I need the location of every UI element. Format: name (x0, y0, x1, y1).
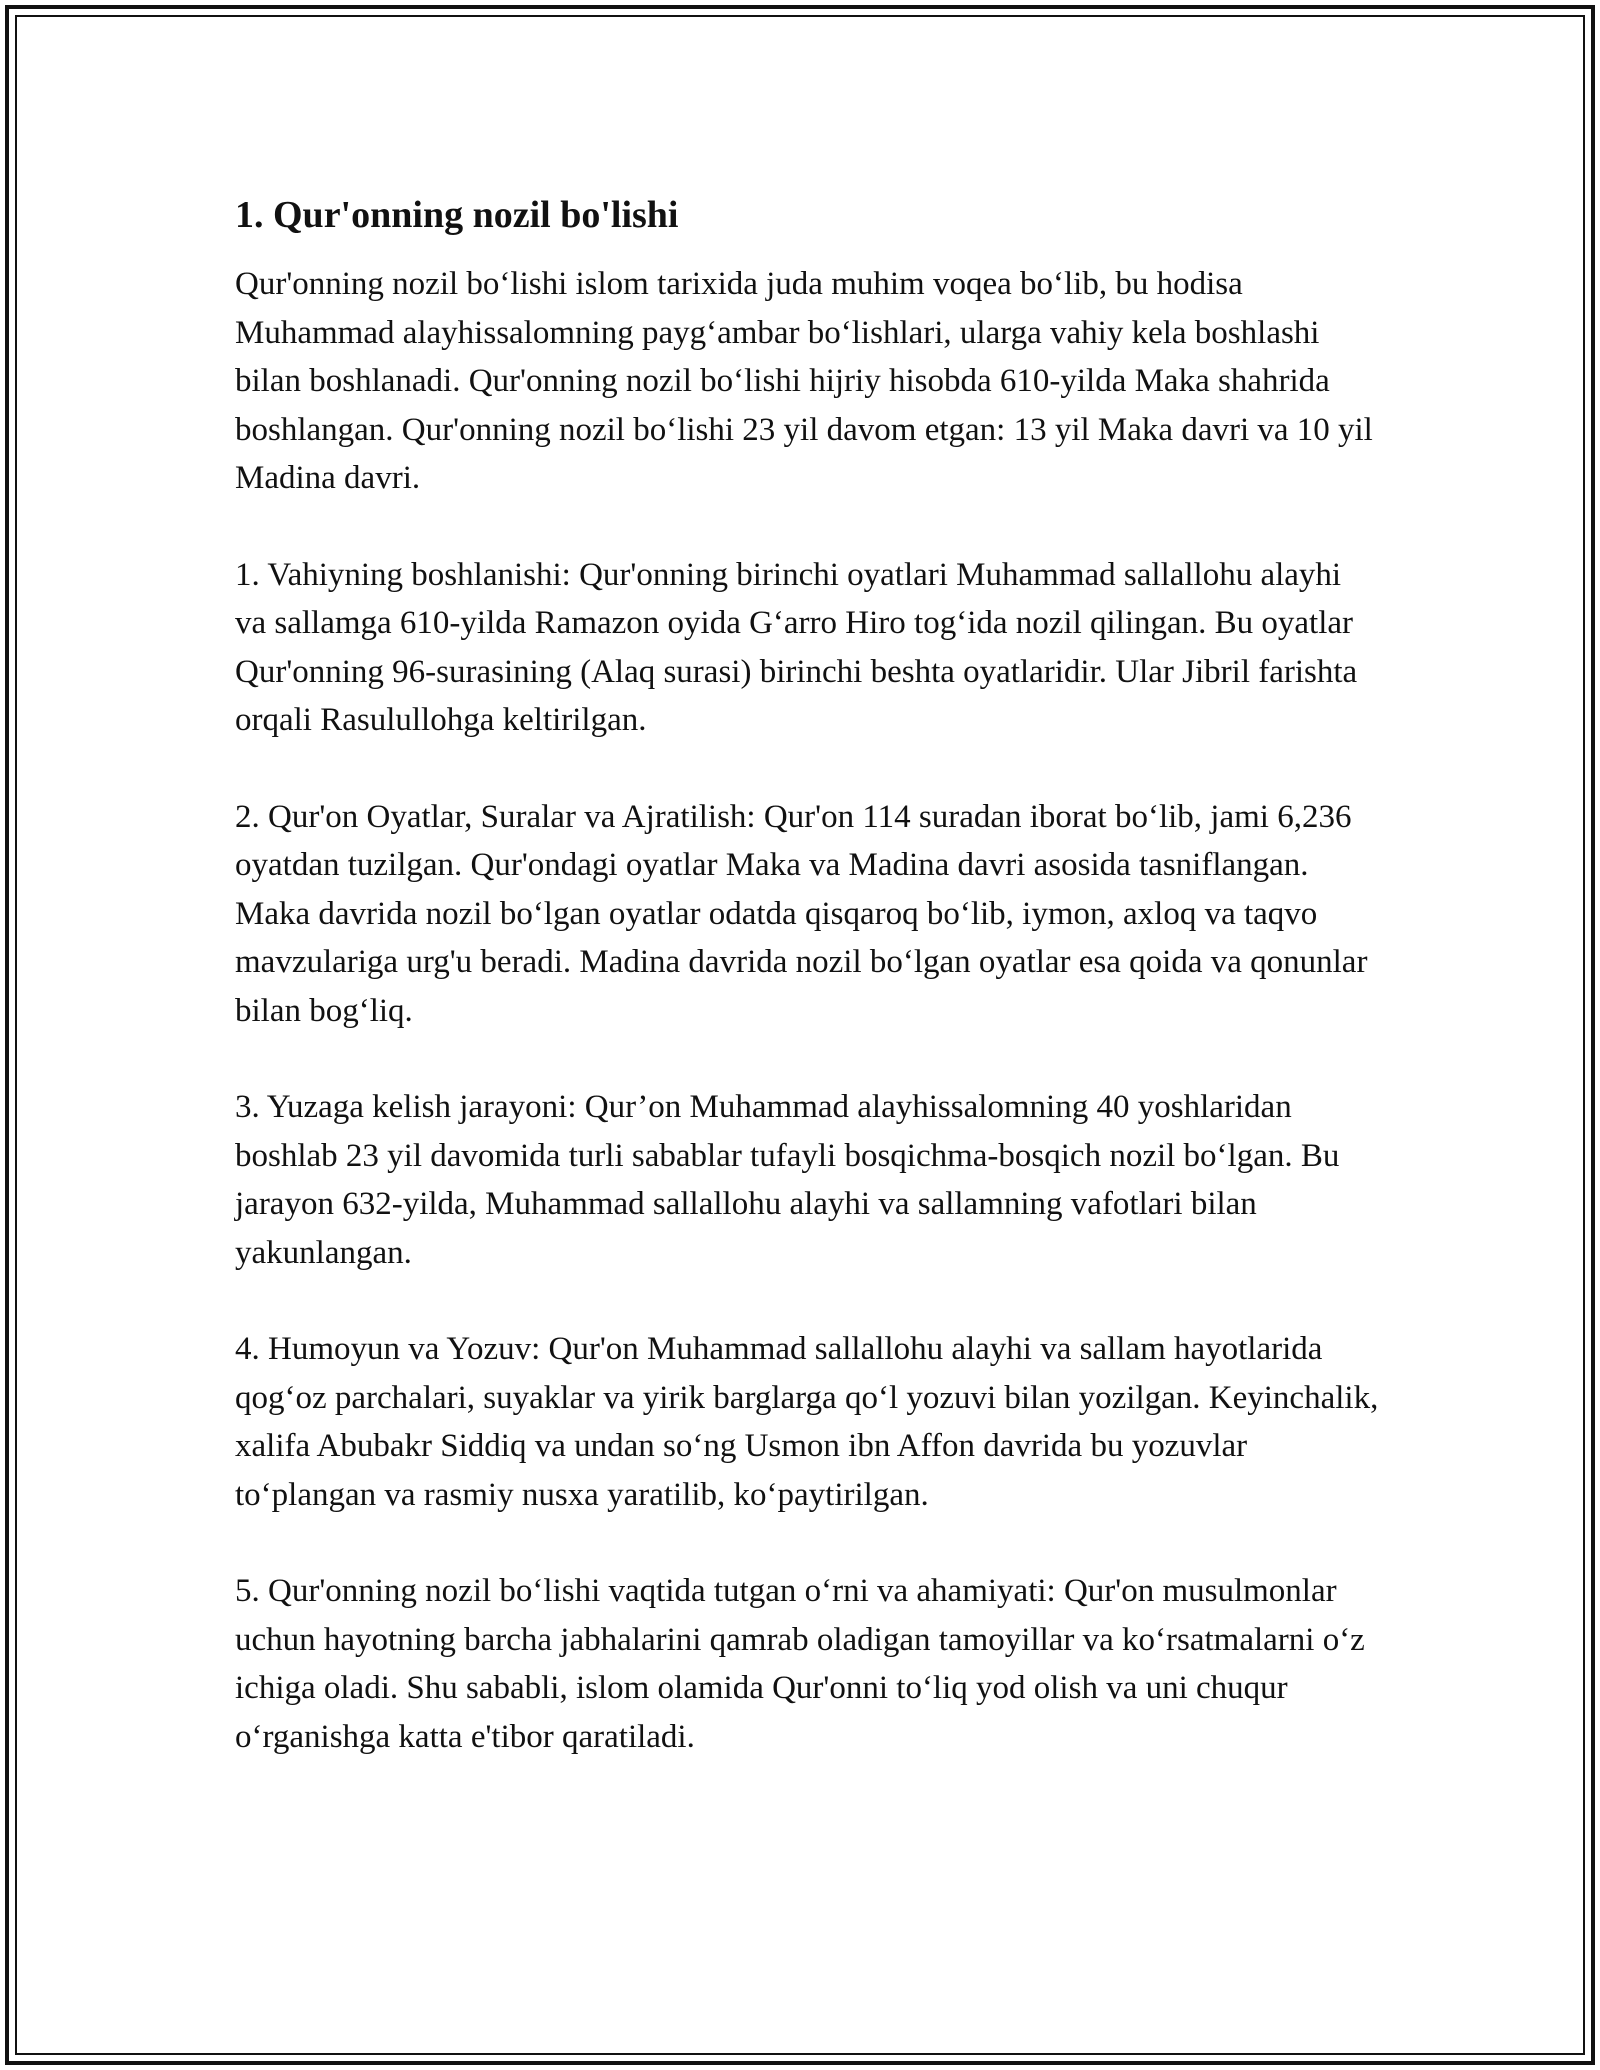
paragraph-writing: 4. Humoyun va Yozuv: Qur'on Muhammad sallallohu alayhi va sallam hayotlarida qog‘oz parchalari, suyaklar va yirik barglarga qo‘l yozuvi bilan yozilgan. Keyinchalik, xalifa Abubakr Siddiq va undan so‘ng Usmon ibn Affon davrida bu yozuvlar to‘plangan va rasmiy nusxa yaratilib, ko‘paytirilgan. (235, 1331, 1379, 1513)
document-body (235, 190, 1380, 1809)
document-title: 1. Qur'onning nozil bo'lishi (235, 194, 679, 236)
paragraph-process: 3. Yuzaga kelish jarayoni: Qur’on Muhammad alayhissalomning 40 yoshlaridan boshlab 23 yil davomida turli sabablar tufayli bosqichma-bosqich nozil bo‘lgan. Bu jarayon 632-yilda, Muhammad sallallohu alayhi va sallamning vafotlari bilan yakunlangan. (235, 1089, 1340, 1271)
intro-paragraph: Qur'onning nozil bo‘lishi islom tarixida juda muhim voqea bo‘lib, bu hodisa Muhammad alayhissalomning payg‘ambar bo‘lishlari, ularga vahiy kela boshlashi bilan boshlanadi. Qur'onning nozil bo‘lishi hijriy hisobda 610-yilda Maka shahrida boshlangan. Qur'onning nozil bo‘lishi 23 yil davom etgan: 13 yil Maka davri va 10 yil Madina davri. (235, 266, 1373, 496)
paragraph-revelation-start: 1. Vahiyning boshlanishi: Qur'onning birinchi oyatlari Muhammad sallallohu alayhi va sallamga 610-yilda Ramazon oyida G‘arro Hiro tog‘ida nozil qilingan. Bu oyatlar Qur'onning 96-surasining (Alaq surasi) birinchi beshta oyatlaridir. Ular Jibril farishta orqali Rasulullohga keltirilgan. (235, 556, 1358, 738)
paragraph-significance: 5. Qur'onning nozil bo‘lishi vaqtida tutgan o‘rni va ahamiyati: Qur'on musulmonlar uchun hayotning barcha jabhalarini qamrab oladigan tamoyillar va ko‘rsatmalarni o‘z ichiga oladi. Shu sababli, islom olamida Qur'onni to‘liq yod olish va uni chuqur o‘rganishga katta e'tibor qaratiladi. (235, 1573, 1365, 1755)
paragraph-verses-suras: 2. Qur'on Oyatlar, Suralar va Ajratilish: Qur'on 114 suradan iborat bo‘lib, jami 6,236 oyatdan tuzilgan. Qur'ondagi oyatlar Maka va Madina davri asosida tasniflangan. Maka davrida nozil bo‘lgan oyatlar odatda qisqaroq bo‘lib, iymon, axloq va taqvo mavzulariga urg'u beradi. Madina davrida nozil bo‘lgan oyatlar esa qoida va qonunlar bilan bog‘liq. (235, 798, 1368, 1029)
